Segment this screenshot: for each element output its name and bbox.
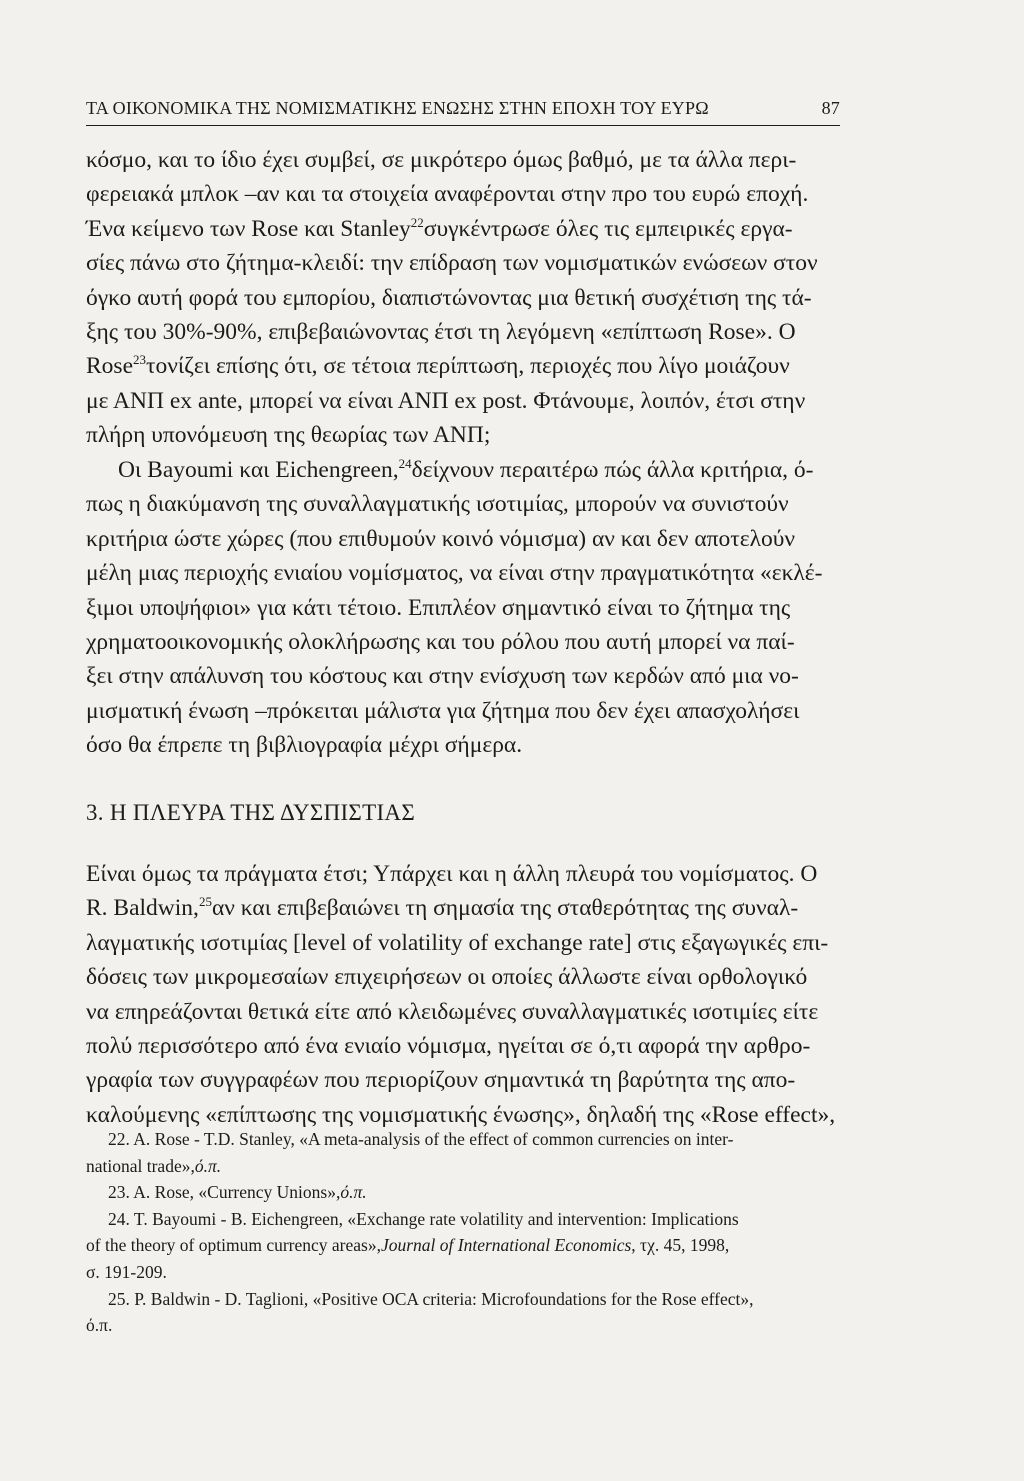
footnote-ref-25: 25 [198,894,212,910]
text-line: R. Baldwin,$^{25}$αν και επιβεβαιώνει τη σημασία της σταθερότητας της συναλ- [86,894,799,922]
footnote-22-cont: national trade»,ό.π. [86,1155,222,1176]
text-line: φερειακά μπλοκ –αν και τα στοιχεία αναφέρονται στην προ του ευρώ εποχή. [86,181,809,208]
paragraph-1 [86,143,840,453]
text-line: όσο θα έπρεπε τη βιβλιογραφία μέχρι σήμερα. [86,732,523,759]
paragraph-3 [86,857,840,1132]
text-line: Ένα κείμενο των Rose και Stanley$^{22}$συγκέντρωσε όλες τις εμπειρικές εργα- [86,214,793,242]
text-line: χρηματοοικονομικής ολοκλήρωσης και του ρόλου που αυτή μπορεί να παί- [86,628,795,655]
footnote-22: 22. A. Rose - T.D. Stanley, «A meta-analysis of the effect of common currencies on inter- [108,1129,734,1149]
text-line: λαγματικής ισοτιμίας [level of volatility of exchange rate] στις εξαγωγικές επι- [86,929,829,956]
text-line: δόσεις των μικρομεσαίων επιχειρήσεων οι οποίες άλλωστε είναι ορθολογικό [86,964,808,991]
text-line: Rose$^{23}$τονίζει επίσης ότι, σε τέτοια περίπτωση, περιοχές που λίγο μοιάζουν [86,352,790,380]
text-line: πως η διακύμανση της συναλλαγματικής ισοτιμίας, μπορούν να συνιστούν [86,491,789,518]
text-line: μέλη μιας περιοχής ενιαίου νομίσματος, να είναι στην πραγματικότητα «εκλέ- [86,560,823,587]
text-line: Οι Bayoumi και Eichengreen,$^{24}$δείχνουν περαιτέρω πώς άλλα κριτήρια, ό- [118,456,814,483]
text-line: κριτήρια ώστε χώρες (που επιθυμούν κοινό νόμισμα) αν και δεν αποτελούν [86,525,795,552]
footnote-25: 25. P. Baldwin - D. Taglioni, «Positive OCA criteria: Microfoundations for the Rose effect», [108,1288,754,1309]
text-line: όγκο αυτή φορά του εμπορίου, διαπιστώνοντας μια θετική συσχέτιση της τά- [86,284,812,311]
text-line: ξης του 30%-90%, επιβεβαιώνοντας έτσι τη λεγόμενη «επίπτωση Rose». Ο [86,318,796,345]
text-line: καλούμενης «επίπτωσης της νομισματικής ένωσης», δηλαδή της «Rose effect», [86,1101,836,1128]
paragraph-2 [86,453,840,763]
footnote-24: 24. T. Bayoumi - B. Eichengreen, «Exchange rate volatility and intervention: Implications [108,1208,739,1229]
footnote-23: 23. A. Rose, «Currency Unions»,ό.π. [108,1182,367,1203]
page-number: 87 [821,98,840,118]
header-rule [86,125,840,126]
text-line: κόσμο, και το ίδιο έχει συμβεί, σε μικρότερο όμως βαθμό, με τα άλλα περι- [86,147,797,173]
section-heading: 3. Η ΠΛΕΥΡΑ ΤΗΣ ΔΥΣΠΙΣΤΙΑΣ [86,800,416,825]
text-line: να επηρεάζονται θετικά είτε από κλειδωμένες συναλλαγματικές ισοτιμίες είτε [86,998,819,1025]
footnote-ref-22: 22 [410,214,424,230]
text-line: με ΑΝΠ ex ante, μπορεί να είναι ΑΝΠ ex post. Φτάνουμε, λοιπόν, έτσι στην [86,387,806,414]
text-line: γραφία των συγγραφέων που περιορίζουν σημαντικά τη βαρύτητα της απο- [86,1067,796,1094]
footnotes [86,1126,840,1339]
running-head-title: ΤΑ ΟΙΚΟΝΟΜΙΚΑ ΤΗΣ ΝΟΜΙΣΜΑΤΙΚΗΣ ΕΝΩΣΗΣ ΣΤΗΝ ΕΠΟΧΗ ΤΟΥ ΕΥΡΩ [86,98,709,118]
text-line: πολύ περισσότερο από ένα ενιαίο νόμισμα, ηγείται σε ό,τι αφορά την αρθρο- [86,1032,811,1059]
footnote-24-pages: σ. 191-209. [86,1261,167,1282]
footnote-ref-23: 23 [133,352,146,368]
text-line: σίες πάνω στο ζήτημα-κλειδί: την επίδραση των νομισματικών ενώσεων στον [86,250,818,277]
text-line: ξιμοι υποψήφιοι» για κάτι τέτοιο. Επιπλέον σημαντικό είναι το ζήτημα της [86,594,791,621]
running-head [86,98,840,119]
footnote-ref-24: 24 [398,456,412,472]
text-line: ξει στην απάλυνση του κόστους και στην ενίσχυση των κερδών από μια νο- [86,663,799,690]
text-line: μισματική ένωση –πρόκειται μάλιστα για ζήτημα που δεν έχει απασχολήσει [86,697,800,724]
text-line: Είναι όμως τα πράγματα έτσι; Υπάρχει και η άλλη πλευρά του νομίσματος. Ο [86,861,818,887]
footnote-25-cont: ό.π. [86,1315,113,1336]
footnote-24-cont: of the theory of optimum currency areas»,Journal of International Economics, τχ. 45, 1998, [86,1235,730,1256]
text-line: πλήρη υπονόμευση της θεωρίας των ΑΝΠ; [86,422,491,449]
